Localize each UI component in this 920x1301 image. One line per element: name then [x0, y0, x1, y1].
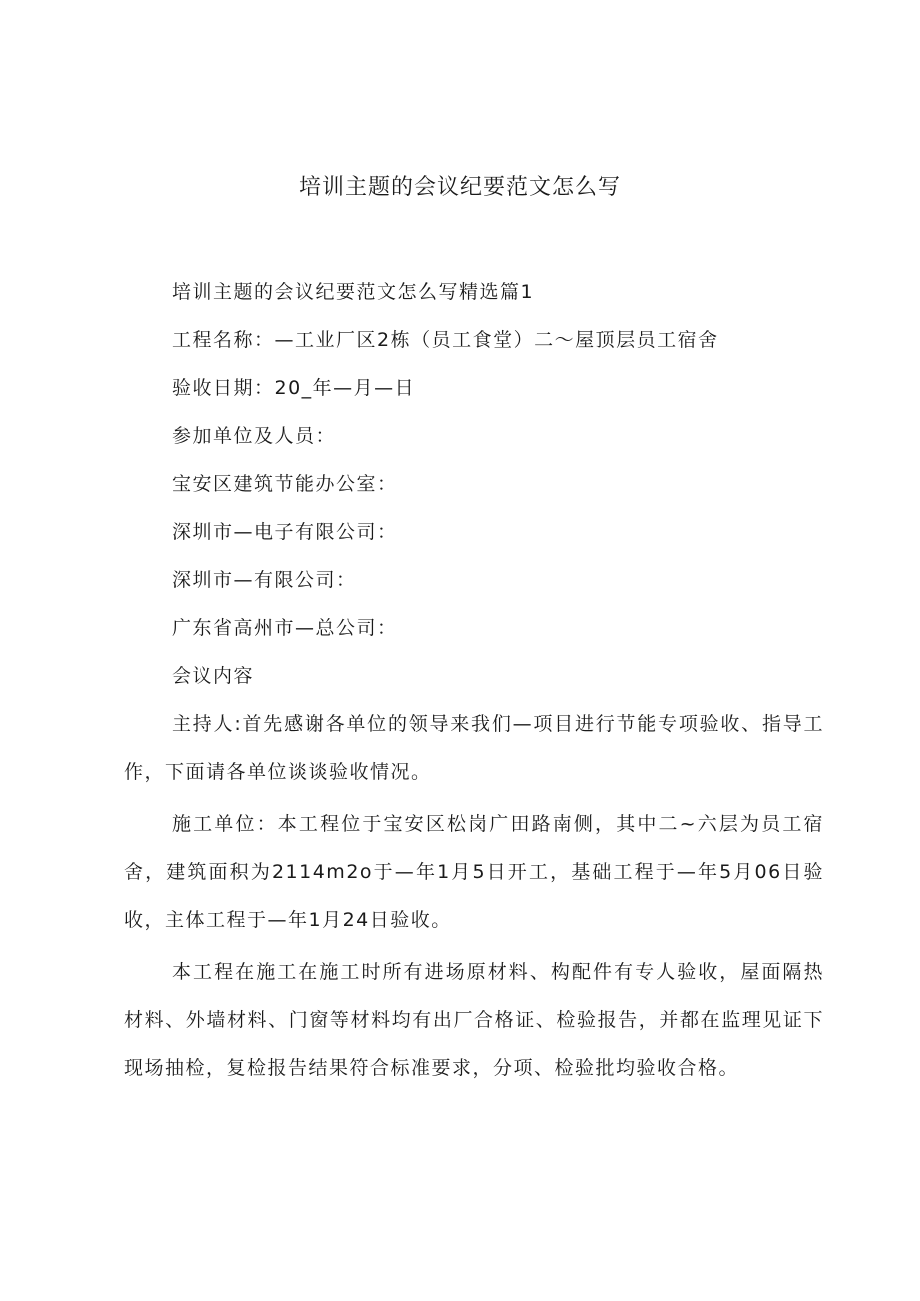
document-title: 培训主题的会议纪要范文怎么写 [298, 175, 621, 200]
participant-item: 广东省高州市—总公司： [172, 617, 398, 639]
participant-item: 宝安区建筑节能办公室： [172, 473, 398, 495]
materials-paragraph: 本工程在施工在施工时所有进场原材料、构配件有专人验收，屋面隔热材料、外墙材料、门窗等材料均有出厂合格证、检验报告，并都在监理见证下现场抽检，复检报告结果符合标准要求，分项、检验批均验收合格。 [124, 961, 824, 1079]
meeting-content-heading: 会议内容 [172, 665, 255, 687]
participant-item: 深圳市—电子有限公司： [172, 521, 398, 543]
document-body [124, 268, 824, 1096]
participant-item: 深圳市—有限公司： [172, 569, 357, 591]
construction-unit-paragraph: 施工单位：本工程位于宝安区松岗广田路南侧，其中二~六层为员工宿舍，建筑面积为2114m2o于—年1月5日开工，基础工程于—年5月06日验收，主体工程于—年1月24日验收。 [124, 813, 824, 931]
host-paragraph: 主持人:首先感谢各单位的领导来我们—项目进行节能专项验收、指导工作，下面请各单位谈谈验收情况。 [124, 713, 824, 783]
project-name-line: 工程名称：—工业厂区2栋（员工食堂）二～屋顶层员工宿舍 [172, 329, 719, 351]
participants-heading: 参加单位及人员： [172, 425, 337, 447]
section-heading: 培训主题的会议纪要范文怎么写精选篇1 [172, 281, 535, 303]
acceptance-date-line: 验收日期：20_年—月—日 [172, 377, 416, 399]
